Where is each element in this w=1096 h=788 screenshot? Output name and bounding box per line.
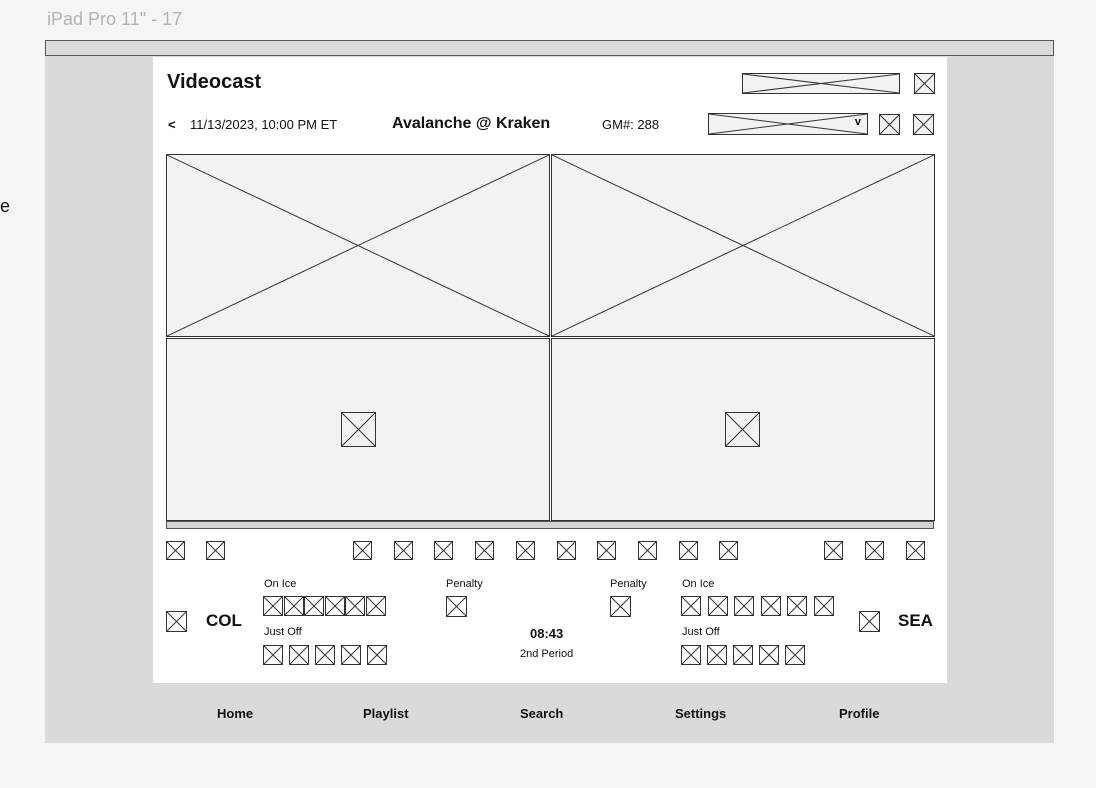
- player-icon[interactable]: [284, 596, 304, 616]
- control-icon[interactable]: [824, 541, 843, 560]
- player-icon[interactable]: [367, 645, 387, 665]
- player-icon[interactable]: [315, 645, 335, 665]
- player-icon[interactable]: [787, 596, 807, 616]
- control-icon[interactable]: [353, 541, 372, 560]
- control-icon[interactable]: [719, 541, 738, 560]
- header-icon[interactable]: [914, 73, 935, 94]
- player-icon[interactable]: [263, 596, 283, 616]
- control-icon[interactable]: [906, 541, 925, 560]
- home-just-off-label: Just Off: [682, 626, 720, 638]
- home-penalty-label: Penalty: [610, 578, 647, 590]
- control-icon[interactable]: [206, 541, 225, 560]
- add-video-icon[interactable]: [725, 412, 760, 447]
- player-icon[interactable]: [366, 596, 386, 616]
- away-penalty-player[interactable]: [446, 596, 467, 617]
- player-icon[interactable]: [263, 645, 283, 665]
- matchup-title: Avalanche @ Kraken: [392, 115, 551, 132]
- header-icon[interactable]: [879, 114, 900, 135]
- away-team-abbr: COL: [206, 611, 242, 630]
- game-period: 2nd Period: [520, 648, 574, 660]
- camera-dropdown[interactable]: [708, 113, 868, 135]
- control-icon[interactable]: [638, 541, 657, 560]
- nav-search[interactable]: Search: [520, 706, 564, 721]
- control-icon[interactable]: [166, 541, 185, 560]
- player-icon[interactable]: [785, 645, 805, 665]
- game-clock: 08:43: [530, 626, 564, 641]
- player-icon[interactable]: [759, 645, 779, 665]
- chevron-down-icon: v: [854, 116, 861, 128]
- control-icon[interactable]: [557, 541, 576, 560]
- player-icon[interactable]: [733, 645, 753, 665]
- nav-home[interactable]: Home: [217, 706, 254, 721]
- away-team-logo: [166, 611, 187, 632]
- control-icon[interactable]: [597, 541, 616, 560]
- control-icon[interactable]: [516, 541, 535, 560]
- player-icon[interactable]: [345, 596, 365, 616]
- header-icon[interactable]: [913, 114, 934, 135]
- game-date: 11/13/2023, 10:00 PM ET: [190, 117, 338, 132]
- player-icon[interactable]: [707, 645, 727, 665]
- frame-label: iPad Pro 11" - 17: [47, 9, 183, 29]
- video-slot-empty[interactable]: [166, 338, 550, 521]
- player-icon[interactable]: [681, 645, 701, 665]
- top-bar: [45, 40, 1054, 56]
- player-icon[interactable]: [708, 596, 728, 616]
- nav-profile[interactable]: Profile: [839, 706, 880, 721]
- game-number: GM#: 288: [602, 117, 660, 132]
- player-icon[interactable]: [761, 596, 781, 616]
- control-icon[interactable]: [475, 541, 494, 560]
- control-icon[interactable]: [679, 541, 698, 560]
- player-icon[interactable]: [341, 645, 361, 665]
- home-team-logo: [859, 611, 880, 632]
- player-icon[interactable]: [681, 596, 701, 616]
- back-button[interactable]: <: [168, 117, 176, 132]
- player-icon[interactable]: [814, 596, 834, 616]
- nav-settings[interactable]: Settings: [675, 706, 727, 721]
- away-just-off-label: Just Off: [264, 626, 302, 638]
- nav-playlist[interactable]: Playlist: [363, 706, 409, 721]
- page-title: Videocast: [167, 71, 262, 93]
- home-team-abbr: SEA: [898, 611, 933, 630]
- video-feed[interactable]: [551, 154, 935, 337]
- video-scrubber[interactable]: [166, 521, 934, 529]
- home-on-ice-label: On Ice: [682, 578, 715, 590]
- away-penalty-label: Penalty: [446, 578, 483, 590]
- video-slot-empty[interactable]: [551, 338, 935, 521]
- player-icon[interactable]: [734, 596, 754, 616]
- control-icon[interactable]: [865, 541, 884, 560]
- edge-text-fragment: e: [0, 196, 11, 216]
- away-on-ice-label: On Ice: [264, 578, 297, 590]
- add-video-icon[interactable]: [341, 412, 376, 447]
- video-feed[interactable]: [166, 154, 550, 337]
- player-icon[interactable]: [325, 596, 345, 616]
- control-icon[interactable]: [434, 541, 453, 560]
- control-icon[interactable]: [394, 541, 413, 560]
- bottom-nav: [45, 696, 1054, 732]
- home-penalty-player[interactable]: [610, 596, 631, 617]
- player-icon[interactable]: [289, 645, 309, 665]
- player-icon[interactable]: [304, 596, 324, 616]
- search-field-placeholder[interactable]: [742, 73, 900, 94]
